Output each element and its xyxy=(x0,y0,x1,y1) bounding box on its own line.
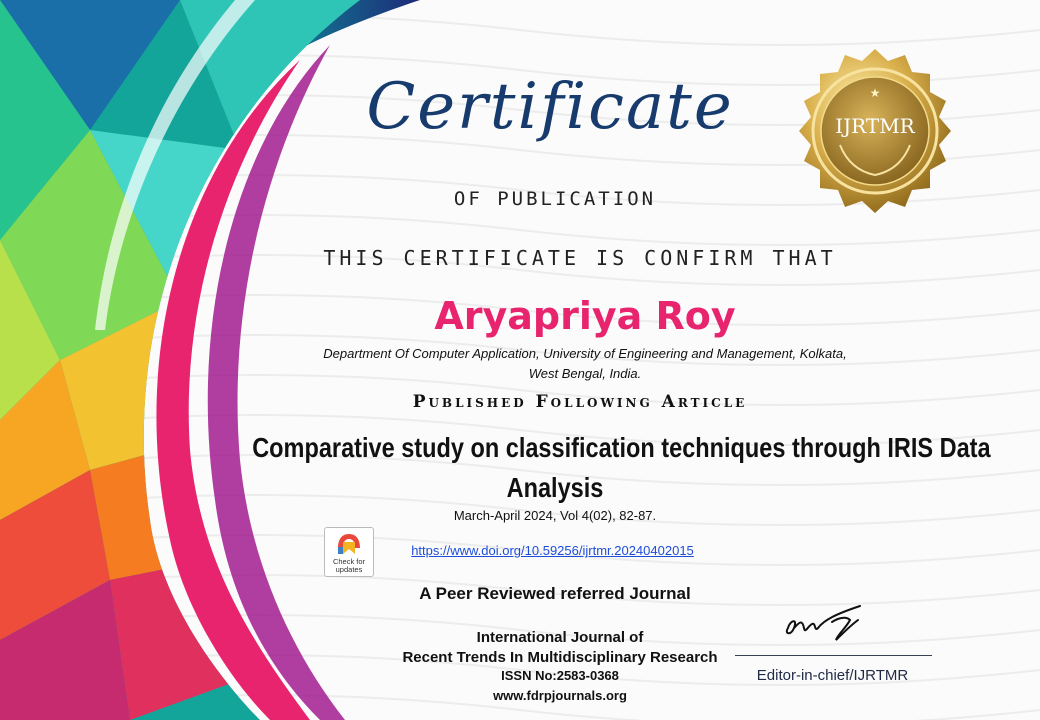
affiliation-line-1: Department Of Computer Application, University of Engineering and Management, Kolkata, xyxy=(323,346,847,361)
check-for-updates-label: Check for updates xyxy=(332,557,366,574)
journal-name-line-2: Recent Trends In Multidisciplinary Research xyxy=(402,649,718,666)
issn-number: ISSN No:2583-0368 xyxy=(501,668,619,683)
seal-text: IJRTMR xyxy=(835,114,915,138)
signature-line xyxy=(735,655,932,656)
journal-website: www.fdrpjournals.org xyxy=(493,688,627,703)
editor-signature xyxy=(780,598,880,648)
certificate-title: Certificate xyxy=(366,70,734,144)
peer-review-text: A Peer Reviewed referred Journal xyxy=(419,584,691,603)
confirm-statement: THIS CERTIFICATE IS CONFIRM THAT xyxy=(323,246,837,270)
doi-link[interactable]: https://www.doi.org/10.59256/ijrtmr.20240402015 xyxy=(411,543,694,558)
published-heading: Published Following Article xyxy=(412,392,748,412)
article-title-line-2: Analysis xyxy=(506,472,604,503)
affiliation-line-2: West Bengal, India. xyxy=(528,366,642,381)
article-title-line-1: Comparative study on classification techniques through IRIS Data xyxy=(252,432,991,463)
crossmark-icon xyxy=(325,528,373,558)
issue-info: March-April 2024, Vol 4(02), 82-87. xyxy=(453,508,657,523)
journal-name-line-1: International Journal of xyxy=(476,629,644,646)
certificate-subtitle: OF PUBLICATION xyxy=(453,188,657,210)
recipient-name: Aryapriya Roy xyxy=(434,294,736,338)
check-for-updates-badge[interactable] xyxy=(324,527,374,577)
editor-label: Editor-in-chief/IJRTMR xyxy=(756,667,909,684)
svg-text:★: ★ xyxy=(869,86,881,100)
